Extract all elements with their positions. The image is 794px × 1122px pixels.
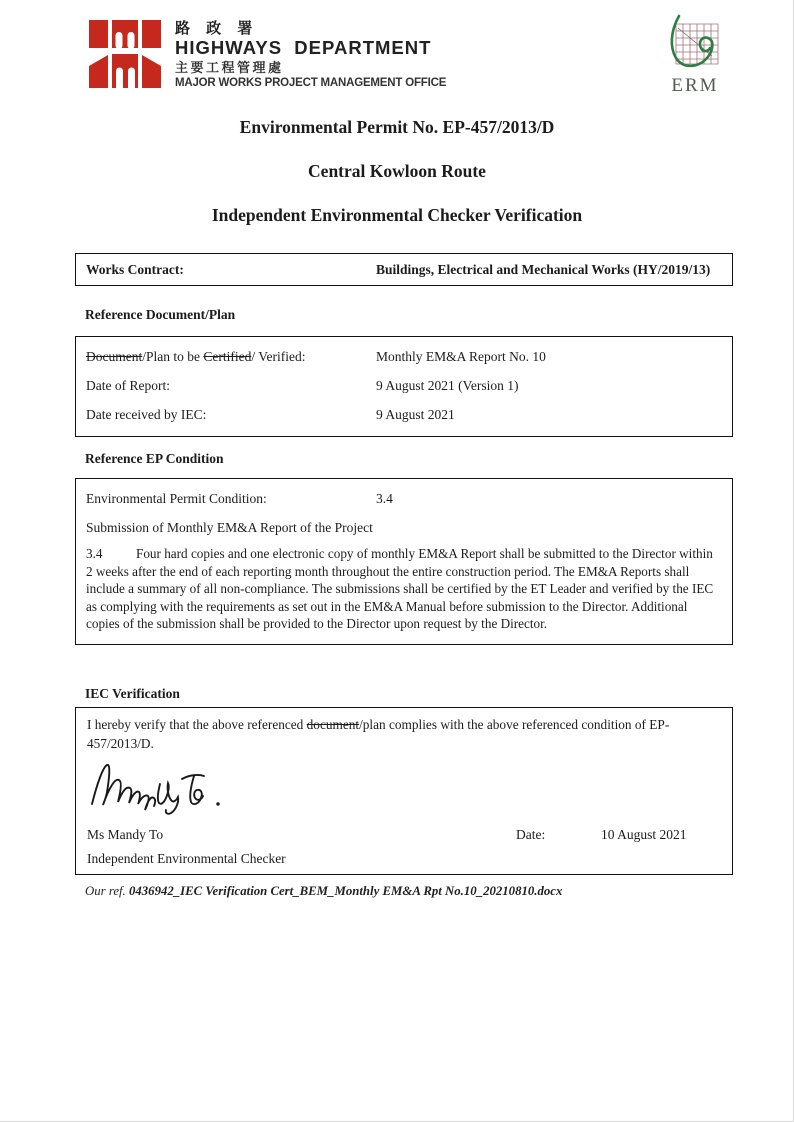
highways-department-titles bbox=[175, 20, 446, 90]
our-ref-label: Our ref. bbox=[85, 884, 126, 898]
refdoc-row-date-of-report bbox=[86, 371, 722, 400]
ep-submission-subheading: Submission of Monthly EM&A Report of the Project bbox=[86, 520, 373, 535]
works-contract-box bbox=[75, 253, 733, 286]
document-type-title: Independent Environmental Checker Verification bbox=[211, 205, 583, 225]
date-of-report-value: 9 August 2021 (Version 1) bbox=[376, 378, 519, 393]
highways-department-logo-icon bbox=[88, 20, 162, 93]
dept-name-chinese: 路 政 署 bbox=[175, 20, 259, 37]
reference-document-heading: Reference Document/Plan bbox=[85, 307, 236, 322]
erm-logo bbox=[659, 14, 731, 97]
refdoc-row-document bbox=[86, 342, 722, 371]
ep-clause-number: 3.4 bbox=[86, 546, 103, 561]
ep-condition-label: Environmental Permit Condition: bbox=[86, 491, 267, 506]
date-label: Date: bbox=[516, 827, 546, 842]
project-title: Central Kowloon Route bbox=[308, 161, 486, 181]
signatory-name: Ms Mandy To bbox=[87, 827, 164, 842]
refdoc-row-date-received bbox=[86, 400, 722, 429]
struck-certified-word: Certified bbox=[203, 349, 252, 364]
erm-wordmark: ERM bbox=[671, 75, 719, 96]
permit-number-title: Environmental Permit No. EP-457/2013/D bbox=[239, 117, 555, 137]
date-of-report-label: Date of Report: bbox=[86, 378, 170, 393]
signature-icon bbox=[86, 754, 251, 821]
refdoc-row1-label bbox=[86, 342, 376, 371]
iec-verification-heading: IEC Verification bbox=[85, 686, 180, 701]
office-name-english: MAJOR WORKS PROJECT MANAGEMENT OFFICE bbox=[175, 77, 447, 89]
struck-document-word: Document bbox=[86, 349, 143, 364]
office-name-chinese: 主要工程管理處 bbox=[175, 60, 284, 75]
works-contract-label: Works Contract: bbox=[86, 261, 184, 277]
signatory-title: Independent Environmental Checker bbox=[87, 851, 286, 866]
row1-label-mid: /Plan to be bbox=[142, 349, 204, 364]
dept-name-english: HIGHWAYS DEPARTMENT bbox=[175, 37, 432, 58]
iec-statement-post: /plan complies with the above referenced condition of EP-457/2013/D. bbox=[87, 717, 670, 751]
highways-department-header bbox=[88, 20, 446, 93]
iec-statement-pre: I hereby verify that the above referenced bbox=[87, 717, 307, 732]
iec-statement bbox=[87, 716, 721, 753]
date-received-value: 9 August 2021 bbox=[376, 407, 455, 422]
refdoc-row1-value: Monthly EM&A Report No. 10 bbox=[376, 349, 546, 364]
date-value: 10 August 2021 bbox=[601, 827, 687, 842]
erm-fern-icon bbox=[662, 59, 728, 76]
our-ref-filename: 0436942_IEC Verification Cert_BEM_Monthly EM&A Rpt No.10_20210810.docx bbox=[128, 884, 563, 898]
our-ref-line bbox=[85, 884, 562, 899]
ep-clause-paragraph bbox=[86, 545, 722, 633]
ep-clause-text: Four hard copies and one electronic copy of monthly EM&A Report shall be submitted to the Director within 2 weeks after the end of each reporting month throughout the entire construction period. The EM&A Reports shall include a summary of all non-compliance. The submissions shall be certified by the ET Leader and verified by the IEC as complying with the requirements as set out in the EM&A Manual before submission to the Director. Additional copies of the submission shall be provided to the Director upon request by the Director. bbox=[86, 546, 714, 632]
ep-condition-value: 3.4 bbox=[376, 491, 393, 506]
works-contract-value: Buildings, Electrical and Mechanical Works (HY/2019/13) bbox=[376, 261, 711, 277]
row1-label-end: / Verified: bbox=[251, 349, 306, 364]
reference-document-box bbox=[75, 336, 733, 437]
reference-ep-heading: Reference EP Condition bbox=[85, 451, 224, 466]
date-received-label: Date received by IEC: bbox=[86, 407, 207, 422]
iec-verification-box bbox=[75, 707, 733, 875]
reference-ep-box bbox=[75, 478, 733, 645]
struck-document-word-2: document bbox=[306, 717, 360, 732]
ep-condition-row bbox=[86, 484, 722, 513]
